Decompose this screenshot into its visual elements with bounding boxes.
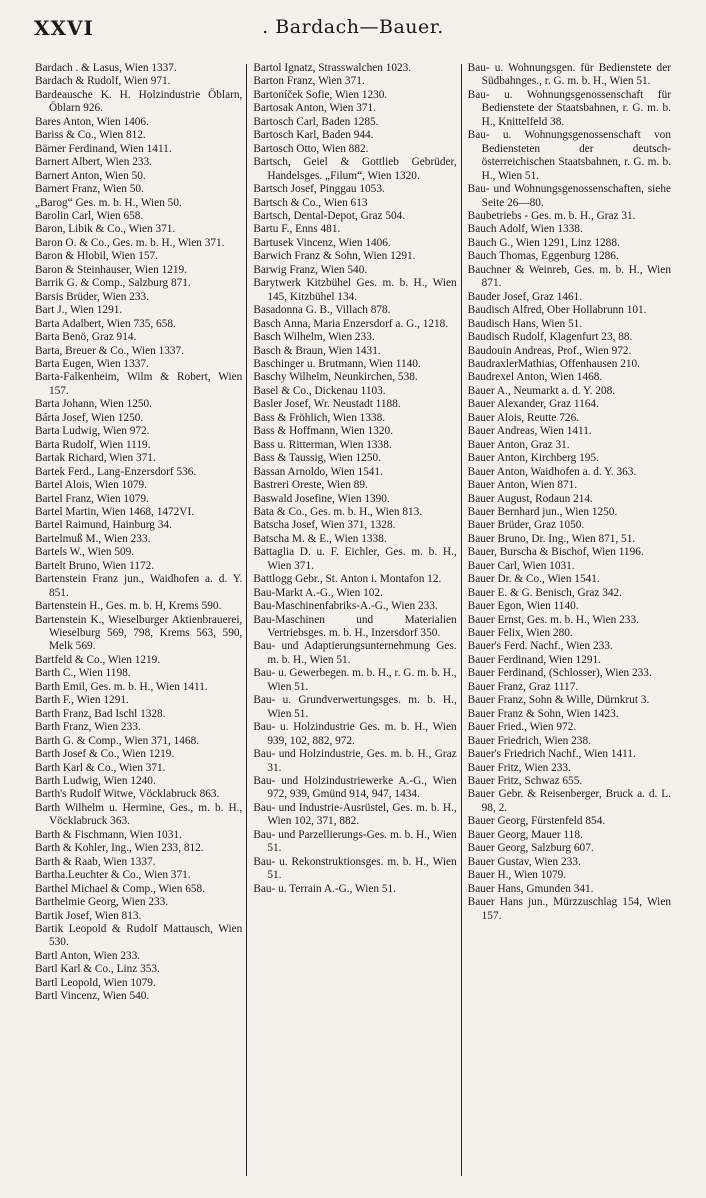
directory-entry: Bärner Ferdinand, Wien 1411.	[35, 142, 172, 155]
directory-entry: Bauer, Burscha & Bischof, Wien 1196.	[467, 546, 644, 559]
directory-entry: Bartosch Karl, Baden 944.	[253, 129, 374, 142]
directory-entry: Baudisch Hans, Wien 51.	[467, 317, 583, 330]
directory-entry: Basadonna G. B., Villach 878.	[253, 304, 391, 317]
directory-entry: Bastreri Oreste, Wien 89.	[253, 479, 368, 492]
directory-entry: Barth's Rudolf Witwe, Vöcklabruck 863.	[35, 788, 220, 801]
directory-entry: Bariss & Co., Wien 812.	[35, 129, 146, 142]
directory-entry: Basch & Braun, Wien 1431.	[253, 344, 381, 357]
directory-entry: Bauer Georg, Fürstenfeld 854.	[467, 815, 606, 828]
directory-entry: Barth C., Wien 1198.	[35, 667, 131, 680]
directory-entry: Bartel Alois, Wien 1079.	[35, 479, 147, 492]
directory-entry: Bauchner & Weinreb, Ges. m. b. H., Wien 871.	[467, 263, 671, 290]
directory-entry: Bau- und Parzellierungs-Ges. m. b. H., Wien 51.	[253, 828, 457, 855]
directory-entry: Bartenstein Franz jun., Waidhofen a. d. Y. 851.	[35, 573, 243, 599]
directory-entry: Bassan Arnoldo, Wien 1541.	[253, 465, 383, 478]
directory-entry: Bartels W., Wien 509.	[35, 546, 135, 559]
directory-entry: Barth G. & Comp., Wien 371, 1468.	[35, 734, 200, 747]
directory-entry: Bau-Maschinenfabriks-A.-G., Wien 233.	[253, 600, 438, 613]
directory-entry: Bartel Martin, Wien 1468, 1472VI.	[35, 505, 195, 518]
directory-entry: Barthel Michael & Comp., Wien 658.	[35, 882, 206, 895]
directory-entry: Bass & Fröhlich, Wien 1338.	[253, 411, 386, 424]
directory-entry: Basel & Co., Dickenau 1103.	[253, 384, 386, 397]
directory-entry: Bartenstein H., Ges. m. b. H, Krems 590.	[35, 600, 222, 613]
directory-entry: Barta, Breuer & Co., Wien 1337.	[35, 344, 184, 357]
directory-entry: Bartek Ferd., Lang-Enzersdorf 536.	[35, 465, 197, 478]
directory-entry: Barsis Brüder, Wien 233.	[35, 290, 150, 303]
directory-entry: Bartsch, Dental-Depot, Graz 504.	[253, 209, 406, 222]
directory-entry: Bartha.Leuchter & Co., Wien 371.	[35, 869, 191, 882]
directory-entry: Baudrexel Anton, Wien 1468.	[467, 371, 603, 384]
directory-entry: Bartl Karl & Co., Linz 353.	[35, 963, 160, 976]
directory-entry: Bauer Fried., Wien 972.	[467, 721, 577, 734]
directory-entry: Batscha Josef, Wien 371, 1328.	[253, 519, 396, 532]
directory-entry: Basler Josef, Wr. Neustadt 1188.	[253, 398, 401, 411]
directory-entry: Bauch G., Wien 1291, Linz 1288.	[467, 236, 620, 249]
directory-entry: Bau- und Adaptierungsunternehmung Ges. m. b. H., Wien 51.	[253, 640, 457, 666]
directory-entry: Barth Josef & Co., Wien 1219.	[35, 748, 175, 761]
directory-entry: Bartik Leopold & Rudolf Mattausch, Wien 530.	[35, 923, 243, 949]
directory-entry: Bauer Dr. & Co., Wien 1541.	[467, 573, 600, 586]
directory-entry: Bauer Egon, Wien 1140.	[467, 600, 579, 613]
directory-entry: Bartsch & Co., Wien 613	[253, 196, 368, 209]
directory-entry: Bauch Adolf, Wien 1338.	[467, 223, 583, 236]
directory-entry: Bauer Ferdinand, (Schlosser), Wien 233.	[467, 667, 652, 680]
directory-entry: Bartl Leopold, Wien 1079.	[35, 976, 156, 989]
directory-entry: Bauer Anton, Kirchberg 195.	[467, 452, 599, 465]
directory-entry: Bartol Ignatz, Strasswalchen 1023.	[253, 62, 412, 74]
directory-entry: Bauer H., Wien 1079.	[467, 869, 567, 882]
directory-entry: Bauer Franz & Sohn, Wien 1423.	[467, 707, 619, 720]
directory-entry: Bauer Alexander, Graz 1164.	[467, 398, 599, 411]
directory-entry: Bass & Taussig, Wien 1250.	[253, 452, 381, 465]
directory-entry: Bartik Josef, Wien 813.	[35, 909, 142, 922]
directory-entry: Bau-Maschinen und Materialien Vertriebsges. m. b. H., Inzersdorf 350.	[253, 613, 457, 640]
directory-entry: Barnert Albert, Wien 233.	[35, 156, 152, 169]
directory-entry: Barta Benö, Graz 914.	[35, 331, 137, 344]
directory-entry: Bauer Anton, Wien 871.	[467, 479, 578, 492]
directory-entry: Bartosak Anton, Wien 371.	[253, 102, 376, 115]
directory-entry: Bauer Georg, Salzburg 607.	[467, 842, 594, 855]
directory-entry: Bartu F., Enns 481.	[253, 223, 341, 236]
directory-entry: Bauer Gustav, Wien 233.	[467, 855, 581, 868]
directory-entry: Bauer Anton, Waidhofen a. d. Y. 363.	[467, 465, 637, 478]
directory-entry: Bauer Fritz, Schwaz 655.	[467, 775, 583, 788]
directory-entry: Barnert Franz, Wien 50.	[35, 183, 144, 196]
directory-entry: Barthelmie Georg, Wien 233.	[35, 896, 169, 909]
directory-entry: Bart J., Wien 1291.	[35, 304, 123, 317]
directory-entry: Bau- und Holzindustrie, Ges. m. b. H., Graz 31.	[253, 748, 457, 774]
directory-entry: Bau- u. Gewerbegen. m. b. H., r. G. m. b. H., Wien 51.	[253, 667, 457, 693]
directory-entry: Bau- u. Rekonstruktionsges. m. b. H., Wien 51.	[253, 855, 457, 882]
directory-entry: Bauer August, Rodaun 214.	[467, 492, 593, 505]
directory-entry: Bauer's Friedrich Nachf., Wien 1411.	[467, 748, 636, 761]
directory-entry: Bau- u. Wohnungsgen. für Bedienstete der Südbahnges., r. G. m. b. H., Wien 51.	[467, 62, 671, 88]
directory-entry: Basch Anna, Maria Enzersdorf a. G., 1218.	[253, 317, 449, 330]
directory-entry: Bauer Bernhard jun., Wien 1250.	[467, 505, 618, 518]
directory-entry: Barth Franz, Bad Ischl 1328.	[35, 707, 166, 720]
directory-entry: Bartak Richard, Wien 371.	[35, 452, 156, 465]
directory-entry: Baubetriebs - Ges. m. b. H., Graz 31.	[467, 209, 636, 222]
directory-entry: Barwich Franz & Sohn, Wien 1291.	[253, 250, 416, 263]
directory-entry: Bauder Josef, Graz 1461.	[467, 290, 583, 303]
directory-columns	[33, 62, 675, 1182]
directory-entry: Bartel Franz, Wien 1079.	[35, 492, 149, 505]
directory-entry: Bartsch, Geiel & Gottlieb Gebrüder, Handelsges. „Filum“, Wien 1320.	[253, 156, 457, 182]
directory-entry: Baudisch Rudolf, Klagenfurt 23, 88.	[467, 331, 633, 344]
directory-entry: Barnert Anton, Wien 50.	[35, 169, 146, 182]
directory-entry: Baron & Hlobil, Wien 157.	[35, 250, 158, 263]
directory-entry: Bau-Markt A.-G., Wien 102.	[253, 586, 383, 599]
directory-entry: Barytwerk Kitzbühel Ges. m. b. H., Wien 145, Kitzbühel 134.	[253, 277, 457, 303]
directory-entry: Barth & Fischmann, Wien 1031.	[35, 828, 182, 841]
directory-entry: Bardach & Rudolf, Wien 971.	[35, 75, 171, 88]
page-number: XXVI	[34, 16, 94, 40]
directory-entry: Bass u. Ritterman, Wien 1338.	[253, 438, 392, 451]
directory-entry: Bartl Vincenz, Wien 540.	[35, 990, 150, 1003]
directory-entry: Barth & Raab, Wien 1337.	[35, 855, 156, 868]
running-title: . Bardach—Bauer.	[262, 16, 444, 38]
directory-entry: Barth F., Wien 1291.	[35, 694, 129, 707]
directory-entry: Bauer Fritz, Wien 233.	[467, 761, 571, 774]
directory-entry: Bartelmuß M., Wien 233.	[35, 532, 151, 545]
directory-entry: Bass & Hoffmann, Wien 1320.	[253, 425, 394, 438]
directory-entry: Bardeausche K. H. Holzindustrie Öblarn, Öblarn 926.	[35, 88, 243, 115]
directory-entry: Barta-Falkenheim, Wilm & Robert, Wien 157.	[35, 371, 243, 397]
column-1	[33, 62, 246, 1182]
directory-entry: Bauer Andreas, Wien 1411.	[467, 425, 592, 438]
directory-entry: Bau- u. Holzindustrie Ges. m. b. H., Wien 939, 102, 882, 972.	[253, 721, 457, 747]
directory-entry: Batscha M. & E., Wien 1338.	[253, 532, 387, 545]
directory-entry: Bau- u. Terrain A.-G., Wien 51.	[253, 882, 396, 895]
directory-entry: Bau- u. Wohnungsgenossenschaft für Bedienstete der Staatsbahnen, r. G. m. b. H., Knittelfeld 38.	[467, 88, 671, 128]
directory-entry: Baschy Wilhelm, Neunkirchen, 538.	[253, 371, 418, 384]
directory-entry: Bauer Hans jun., Mürzzuschlag 154, Wien 157.	[467, 896, 671, 922]
directory-entry: Bartfeld & Co., Wien 1219.	[35, 653, 161, 666]
directory-entry: Bárta Josef, Wien 1250.	[35, 411, 144, 424]
directory-entry: Bartelt Bruno, Wien 1172.	[35, 559, 155, 572]
directory-entry: Bauer Carl, Wien 1031.	[467, 559, 575, 572]
directory-entry: Bartenstein K., Wieselburger Aktienbrauerei, Wieselburg 569, 798, Krems 563, 590, Melk 569.	[35, 613, 243, 653]
directory-entry: Bauer E. & G. Benisch, Graz 342.	[467, 586, 623, 599]
directory-entry: Barta Johann, Wien 1250.	[35, 398, 152, 411]
directory-entry: Bauer Felix, Wien 280.	[467, 627, 573, 640]
directory-entry: Bauer Franz, Sohn & Wille, Dürnkrut 3.	[467, 694, 650, 707]
directory-entry: Bares Anton, Wien 1406.	[35, 115, 149, 128]
directory-entry: Bartl Anton, Wien 233.	[35, 949, 141, 962]
directory-entry: Basch Wilhelm, Wien 233.	[253, 331, 375, 344]
directory-entry: BaudraxlerMathias, Offenhausen 210.	[467, 357, 640, 370]
column-2	[247, 62, 460, 1182]
directory-entry: Bauer A., Neumarkt a. d. Y. 208.	[467, 384, 616, 397]
directory-entry: Bauer's Ferd. Nachf., Wien 233.	[467, 640, 613, 653]
directory-entry: Bauer Friedrich, Wien 238.	[467, 734, 591, 747]
directory-entry: Bauer Alois, Reutte 726.	[467, 411, 580, 424]
directory-entry: Barth Karl & Co., Wien 371.	[35, 761, 166, 774]
directory-entry: Bauer Ernst, Ges. m. b. H., Wien 233.	[467, 613, 639, 626]
directory-entry: Bau- und Wohnungsgenossenschaften, siehe Seite 26—80.	[467, 183, 671, 209]
directory-entry: Bartusek Vincenz, Wien 1406.	[253, 236, 391, 249]
directory-entry: Bauer Gebr. & Reisenberger, Bruck a. d. L. 98, 2.	[467, 788, 671, 814]
directory-entry: Baron O. & Co., Ges. m. b. H., Wien 371.	[35, 236, 225, 249]
directory-entry: Bauer Georg, Mauer 118.	[467, 828, 583, 841]
directory-entry: Baudouin Andreas, Prof., Wien 972.	[467, 344, 632, 357]
directory-entry: Barta Ludwig, Wien 972.	[35, 425, 150, 438]
directory-entry: Bauer Bruno, Dr. Ing., Wien 871, 51.	[467, 532, 636, 545]
directory-entry: Bauer Ferdinand, Wien 1291.	[467, 653, 601, 666]
directory-entry: Barta Adalbert, Wien 735, 658.	[35, 317, 176, 330]
directory-entry: Bauer Brüder, Graz 1050.	[467, 519, 585, 532]
directory-entry: Bau- und Industrie-Ausrüstel, Ges. m. b. H., Wien 102, 371, 882.	[253, 801, 457, 828]
directory-entry: Baron, Libik & Co., Wien 371.	[35, 223, 176, 236]
directory-entry: Bata & Co., Ges. m. b. H., Wien 813.	[253, 505, 423, 518]
directory-entry: Bau- u. Grundverwertungsges. m. b. H., Wien 51.	[253, 694, 457, 720]
directory-entry: Barrik G. & Comp., Salzburg 871.	[35, 277, 191, 290]
directory-entry: Bartoníček Sofie, Wien 1230.	[253, 88, 388, 101]
directory-entry: Bartosch Carl, Baden 1285.	[253, 115, 379, 128]
column-3	[462, 62, 675, 1182]
directory-entry: Bauer Hans, Gmunden 341.	[467, 882, 594, 895]
directory-entry: Baswald Josefine, Wien 1390.	[253, 492, 390, 505]
directory-entry: „Barog“ Ges. m. b. H., Wien 50.	[35, 196, 182, 209]
directory-entry: Barta Rudolf, Wien 1119.	[35, 438, 151, 451]
directory-entry: Bardach . & Lasus, Wien 1337.	[35, 62, 177, 74]
directory-entry: Barolin Carl, Wien 658.	[35, 209, 144, 222]
directory-entry: Barth Franz, Wien 233.	[35, 721, 141, 734]
directory-entry: Bartosch Otto, Wien 882.	[253, 142, 369, 155]
directory-entry: Barth Emil, Ges. m. b. H., Wien 1411.	[35, 680, 208, 693]
directory-entry: Bauch Thomas, Eggenburg 1286.	[467, 250, 619, 263]
directory-entry: Baron & Steinhauser, Wien 1219.	[35, 263, 187, 276]
directory-entry: Barton Franz, Wien 371.	[253, 75, 365, 88]
directory-entry: Baudisch Alfred, Ober Hollabrunn 101.	[467, 304, 647, 317]
directory-entry: Bartsch Josef, Pinggau 1053.	[253, 183, 385, 196]
page-header	[30, 14, 676, 44]
directory-entry: Barwig Franz, Wien 540.	[253, 263, 368, 276]
directory-entry: Barta Eugen, Wien 1337.	[35, 357, 149, 370]
directory-entry: Bau- u. Wohnungsgenossenschaft von Bediensteten der deutsch-österreichischen Staatsbahnen, r. G. m. b. H., Wien 51.	[467, 129, 671, 182]
directory-entry: Bauer Franz, Graz 1117.	[467, 680, 579, 693]
directory-entry: Bau- und Holzindustriewerke A.-G., Wien 972, 939, Gmünd 914, 947, 1434.	[253, 775, 457, 801]
directory-entry: Bartel Raimund, Hainburg 34.	[35, 519, 172, 532]
directory-entry: Barth Wilhelm u. Hermine, Ges., m. b. H., Vöcklabruck 363.	[35, 801, 243, 828]
directory-entry: Barth Ludwig, Wien 1240.	[35, 775, 156, 788]
directory-entry: Battaglia D. u. F. Eichler, Ges. m. b. H., Wien 371.	[253, 546, 457, 572]
directory-entry: Baschinger u. Brutmann, Wien 1140.	[253, 357, 421, 370]
directory-entry: Barth & Kohler, Ing., Wien 233, 812.	[35, 842, 204, 855]
directory-entry: Battlogg Gebr., St. Anton i. Montafon 12.	[253, 573, 442, 586]
directory-entry: Bauer Anton, Graz 31.	[467, 438, 570, 451]
